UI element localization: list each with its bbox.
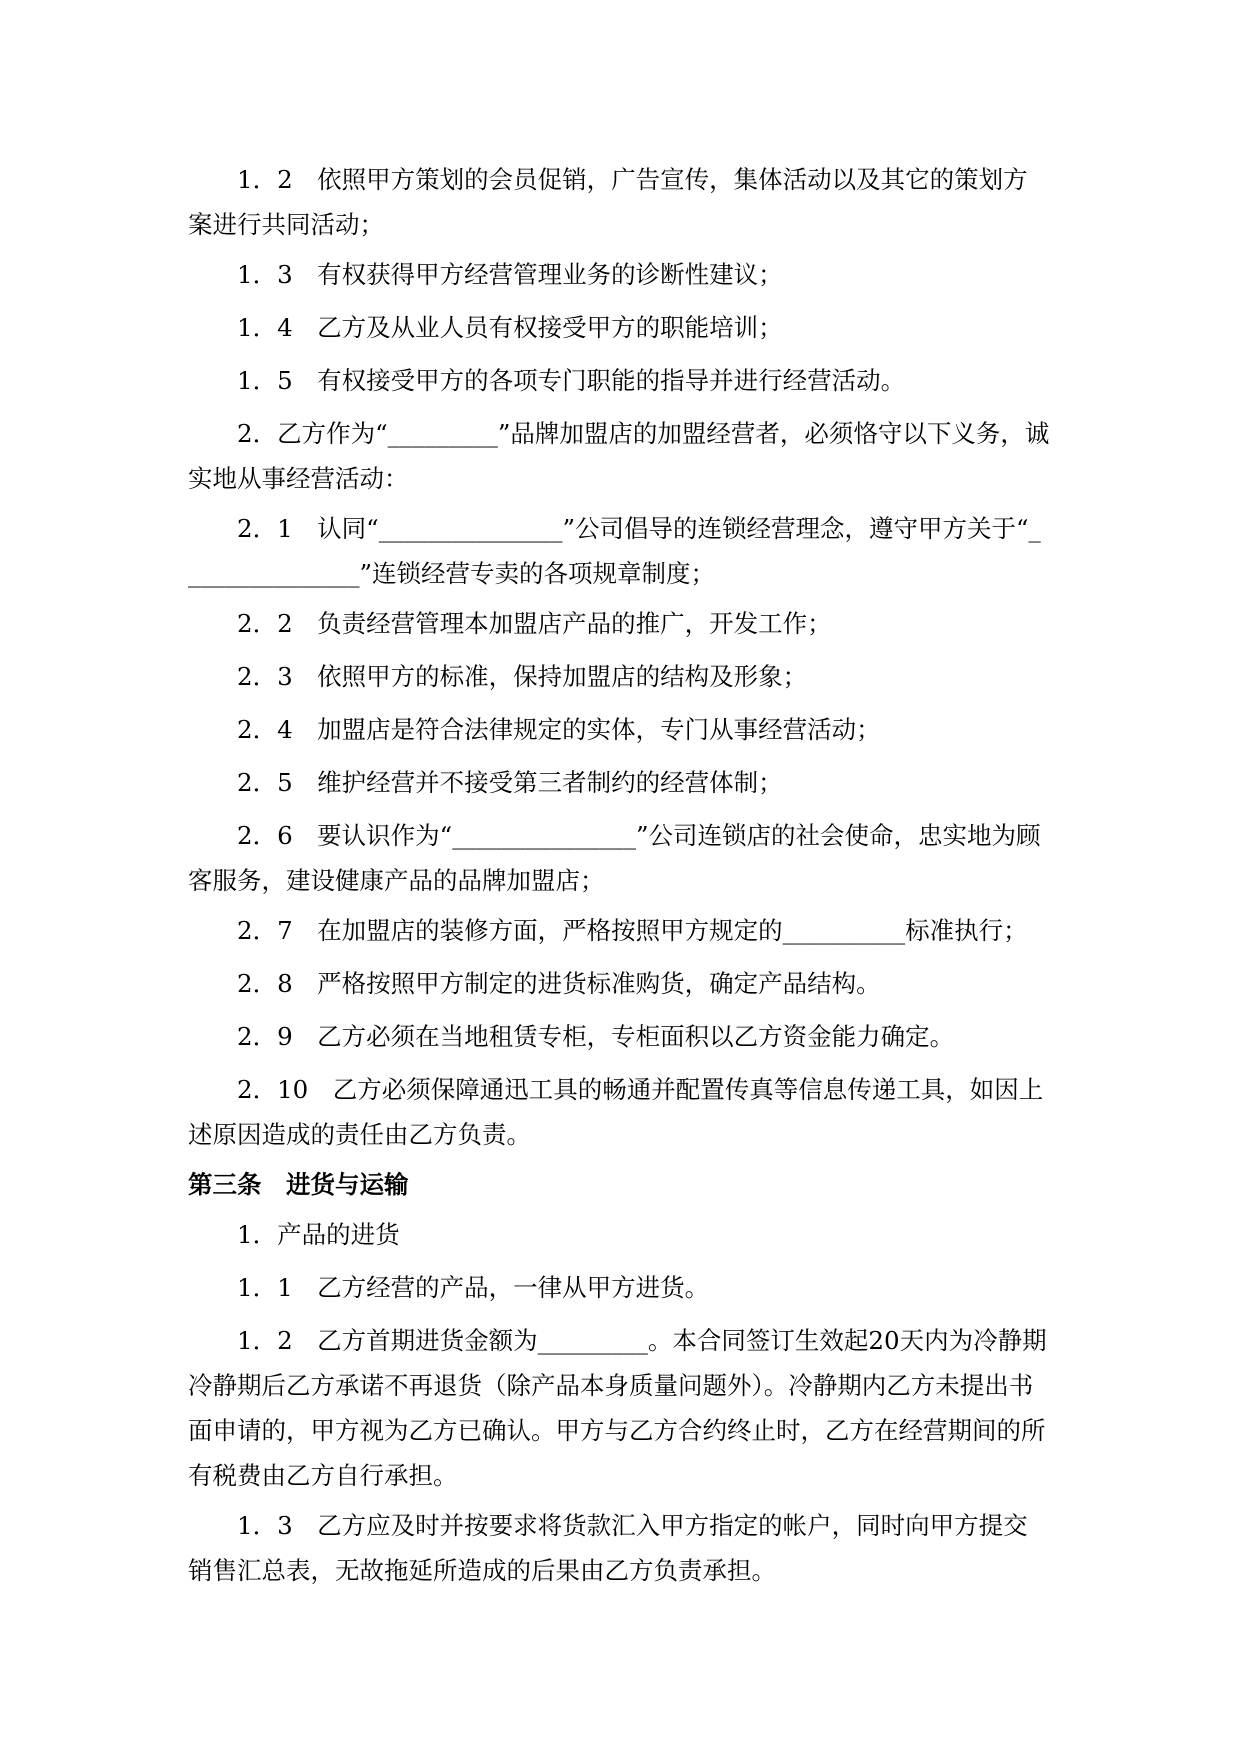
clause-3-1: 1．产品的进货 — [237, 1220, 400, 1249]
clause-1-3: 1．3 有权获得甲方经营管理业务的诊断性建议； — [237, 260, 783, 289]
clause-3-1-3: 1．3 乙方应及时并按要求将货款汇入甲方指定的帐户，同时向甲方提交销售汇总表，无故拖延所造成的后果由乙方负责承担。 — [188, 1511, 1028, 1585]
document-page — [188, 157, 1050, 1598]
section-heading: 第三条 进货与运输 — [188, 1170, 409, 1199]
clause-2-9: 2．9 乙方必须在当地租赁专柜，专柜面积以乙方资金能力确定。 — [237, 1022, 955, 1051]
clause-2: 2．乙方作为“_________”品牌加盟店的加盟经营者，必须恪守以下义务，诚实地从事经营活动： — [188, 419, 1050, 493]
clause-1-4: 1．4 乙方及从业人员有权接受甲方的职能培训； — [237, 313, 783, 342]
clause-2-2: 2．2 负责经营管理本加盟店产品的推广，开发工作； — [237, 609, 832, 638]
clause-2-1: 2．1 认同“_______________”公司倡导的连锁经营理念，遵守甲方关于“_______________”连锁经营专卖的各项规章制度； — [188, 514, 1041, 588]
clause-1-5: 1．5 有权接受甲方的各项专门职能的指导并进行经营活动。 — [237, 366, 906, 395]
clause-2-5: 2．5 维护经营并不接受第三者制约的经营体制； — [237, 768, 783, 797]
clause-2-4: 2．4 加盟店是符合法律规定的实体，专门从事经营活动； — [237, 715, 881, 744]
clause-1-2: 1．2 依照甲方策划的会员促销，广告宣传，集体活动以及其它的策划方案进行共同活动； — [188, 165, 1028, 239]
clause-3-1-2: 1．2 乙方首期进货金额为_________。本合同签订生效起20天内为冷静期冷静期后乙方承诺不再退货（除产品本身质量问题外）。冷静期内乙方未提出书面申请的，甲方视为乙方已确认。甲方与乙方合约终止时，乙方在经营期间的所有税费由乙方自行承担。 — [188, 1326, 1047, 1490]
clause-3-1-1: 1．1 乙方经营的产品，一律从甲方进货。 — [237, 1273, 710, 1302]
clause-2-10: 2．10 乙方必须保障通迅工具的畅通并配置传真等信息传递工具，如因上述原因造成的责任由乙方负责。 — [188, 1075, 1044, 1149]
clause-2-7: 2．7 在加盟店的装修方面，严格按照甲方规定的__________标准执行； — [237, 916, 1028, 945]
clause-2-6: 2．6 要认识作为“_______________”公司连锁店的社会使命，忠实地为顾客服务，建设健康产品的品牌加盟店； — [188, 821, 1041, 895]
clause-2-3: 2．3 依照甲方的标准，保持加盟店的结构及形象； — [237, 662, 808, 691]
clause-2-8: 2．8 严格按照甲方制定的进货标准购货，确定产品结构。 — [237, 969, 881, 998]
